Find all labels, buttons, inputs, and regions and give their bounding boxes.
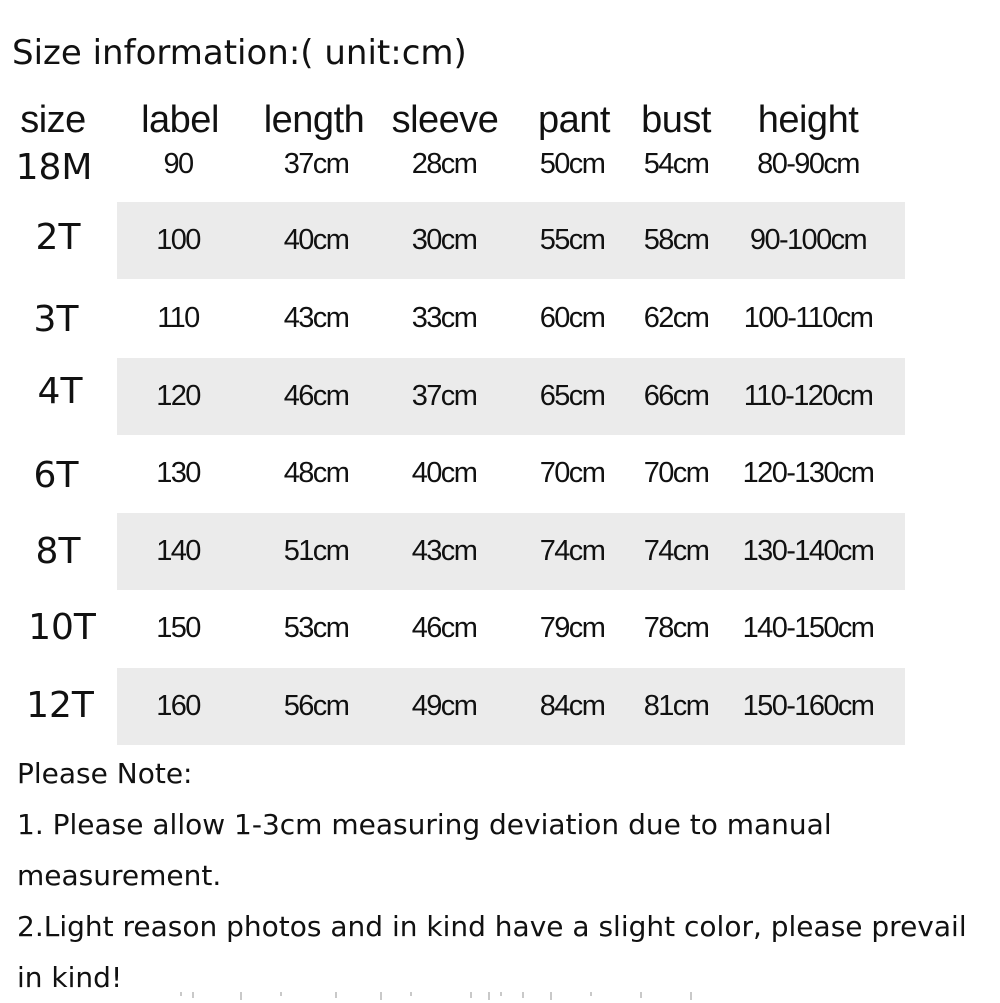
label-cell: 130 (156, 457, 200, 489)
size-cell: 12T (26, 685, 94, 726)
watermark-mark (192, 992, 194, 998)
bust-cell: 66cm (643, 380, 709, 412)
size-cell: 18M (15, 147, 93, 188)
length-cell: 48cm (283, 457, 349, 489)
watermark-mark (180, 992, 182, 996)
label-cell: 150 (156, 612, 200, 644)
pant-cell: 55cm (539, 224, 605, 256)
bust-cell: 78cm (643, 612, 709, 644)
label-cell: 120 (156, 380, 200, 412)
size-cell: 2T (35, 217, 81, 258)
height-cell: 150-160cm (742, 690, 874, 722)
sleeve-cell: 28cm (411, 148, 477, 180)
height-cell: 80-90cm (757, 148, 859, 180)
height-cell: 140-150cm (742, 612, 874, 644)
bust-cell: 81cm (643, 690, 709, 722)
header-size: size (20, 99, 86, 141)
watermark-mark (522, 992, 524, 998)
watermark-mark (550, 992, 552, 1000)
sleeve-cell: 30cm (411, 224, 477, 256)
bust-cell: 74cm (643, 535, 709, 567)
header-label: label (141, 99, 219, 141)
watermark-mark (240, 992, 242, 1000)
bust-cell: 62cm (643, 302, 709, 334)
pant-cell: 50cm (539, 148, 605, 180)
note-2: 2.Light reason photos and in kind have a slight color, please prevail (17, 910, 967, 943)
height-cell: 120-130cm (742, 457, 874, 489)
label-cell: 100 (156, 224, 200, 256)
sleeve-cell: 46cm (411, 612, 477, 644)
pant-cell: 60cm (539, 302, 605, 334)
watermark-mark (470, 992, 472, 998)
watermark-mark (335, 992, 337, 998)
pant-cell: 84cm (539, 690, 605, 722)
pant-cell: 74cm (539, 535, 605, 567)
notes-heading: Please Note: (17, 757, 193, 790)
sleeve-cell: 37cm (411, 380, 477, 412)
size-cell: 3T (33, 299, 79, 340)
header-bust: bust (641, 99, 711, 141)
size-cell: 6T (33, 455, 79, 496)
label-cell: 110 (157, 302, 199, 334)
height-cell: 100-110cm (743, 302, 873, 334)
note-1: 1. Please allow 1-3cm measuring deviation due to manual (17, 808, 832, 841)
length-cell: 46cm (283, 380, 349, 412)
length-cell: 56cm (283, 690, 349, 722)
watermark-mark (410, 992, 412, 996)
label-cell: 90 (163, 148, 193, 180)
size-cell: 10T (28, 607, 96, 648)
note-1-continued: measurement. (17, 859, 222, 892)
length-cell: 43cm (283, 302, 349, 334)
height-cell: 130-140cm (742, 535, 874, 567)
length-cell: 51cm (283, 535, 349, 567)
watermark-mark (690, 992, 692, 1000)
sleeve-cell: 49cm (411, 690, 477, 722)
watermark-mark (590, 992, 592, 996)
bust-cell: 70cm (643, 457, 709, 489)
watermark-mark (488, 992, 490, 1000)
bust-cell: 58cm (643, 224, 709, 256)
header-pant: pant (538, 99, 610, 141)
header-height: height (757, 99, 859, 141)
label-cell: 160 (156, 690, 200, 722)
header-sleeve: sleeve (391, 99, 499, 141)
label-cell: 140 (156, 535, 200, 567)
watermark-mark (380, 992, 382, 1000)
notes-section (17, 748, 992, 1003)
size-cell: 8T (35, 531, 81, 572)
watermark-mark (640, 992, 642, 998)
height-cell: 110-120cm (743, 380, 873, 412)
header-length: length (263, 99, 365, 141)
sleeve-cell: 33cm (411, 302, 477, 334)
watermark (170, 990, 730, 1000)
page-title: Size information:( unit:cm) (12, 33, 467, 73)
sleeve-cell: 43cm (411, 535, 477, 567)
size-cell: 4T (37, 371, 83, 412)
height-cell: 90-100cm (749, 224, 867, 256)
length-cell: 40cm (283, 224, 349, 256)
note-2-continued: in kind! (17, 961, 123, 994)
pant-cell: 70cm (539, 457, 605, 489)
watermark-mark (500, 992, 502, 996)
sleeve-cell: 40cm (411, 457, 477, 489)
length-cell: 53cm (283, 612, 349, 644)
watermark-mark (280, 992, 282, 996)
pant-cell: 79cm (539, 612, 605, 644)
bust-cell: 54cm (643, 148, 709, 180)
length-cell: 37cm (283, 148, 349, 180)
pant-cell: 65cm (539, 380, 605, 412)
